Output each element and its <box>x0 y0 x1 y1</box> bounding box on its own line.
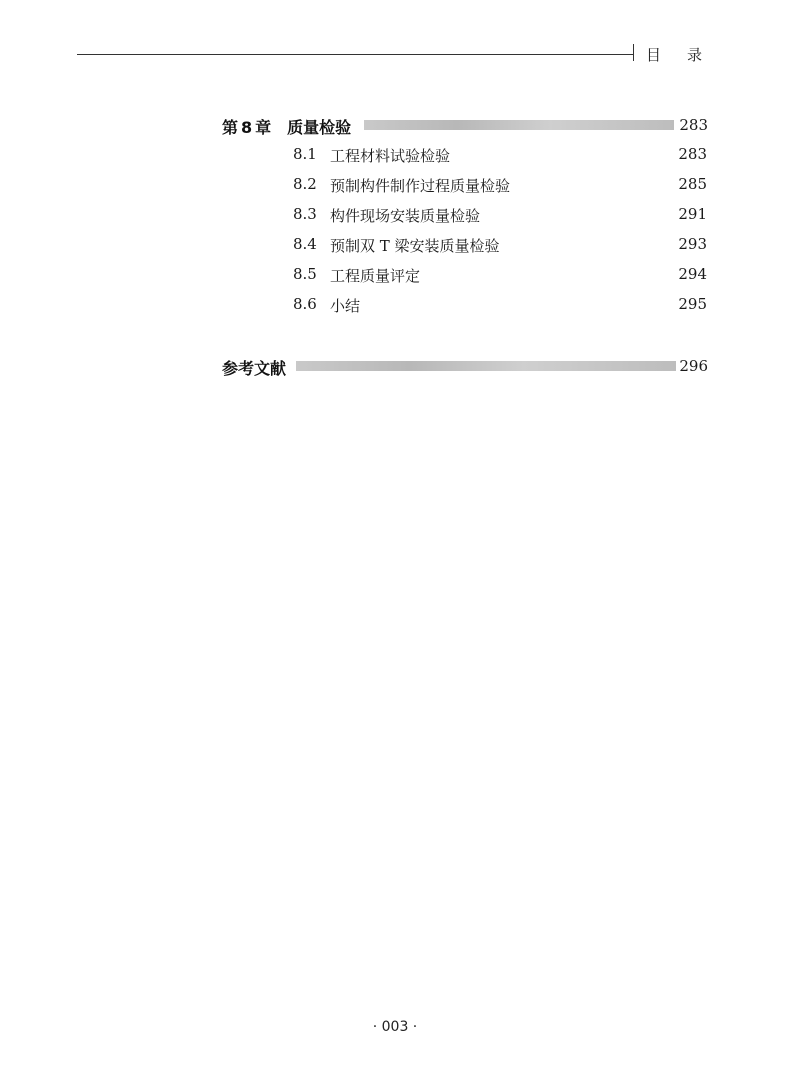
toc-chapter-entry[interactable] <box>222 113 708 137</box>
section-title: 小结 <box>330 297 361 315</box>
section-page-number: 293 <box>678 235 707 253</box>
section-page-number: 291 <box>678 205 707 223</box>
chapter-prefix: 第 <box>222 118 239 137</box>
section-number: 8.3 <box>293 205 317 223</box>
toc-section-entry[interactable] <box>293 235 707 257</box>
references-title: 参考文献 <box>222 359 287 378</box>
chapter-page-number: 283 <box>679 116 708 134</box>
running-header-title: 目录 <box>646 46 729 64</box>
leader-bar <box>364 120 674 130</box>
toc-section-entry[interactable] <box>293 175 707 197</box>
section-page-number: 295 <box>678 295 707 313</box>
toc-references-entry[interactable] <box>222 354 708 378</box>
section-title: 工程质量评定 <box>330 267 421 285</box>
page-footer-number: · 003 · <box>372 1019 418 1035</box>
section-number: 8.1 <box>293 145 317 163</box>
section-title: 工程材料试验检验 <box>330 147 451 165</box>
toc-section-entry[interactable] <box>293 145 707 167</box>
section-number: 8.6 <box>293 295 317 313</box>
toc-section-entry[interactable] <box>293 205 707 227</box>
toc-section-entry[interactable] <box>293 295 707 317</box>
header-rule <box>77 54 633 55</box>
section-number: 8.2 <box>293 175 317 193</box>
section-title: 预制构件制作过程质量检验 <box>330 177 511 195</box>
toc-section-entry[interactable] <box>293 265 707 287</box>
section-number: 8.4 <box>293 235 317 253</box>
section-page-number: 283 <box>678 145 707 163</box>
leader-bar <box>296 361 676 371</box>
section-title: 预制双 T 梁安装质量检验 <box>330 237 500 255</box>
chapter-suffix: 章 <box>255 118 272 137</box>
references-page-number: 296 <box>679 357 708 375</box>
chapter-title: 质量检验 <box>287 118 352 137</box>
section-page-number: 294 <box>678 265 707 283</box>
chapter-label <box>222 115 351 138</box>
section-page-number: 285 <box>678 175 707 193</box>
section-title: 构件现场安装质量检验 <box>330 207 481 225</box>
header-divider <box>633 44 634 61</box>
section-number: 8.5 <box>293 265 317 283</box>
chapter-number: 8 <box>241 118 253 137</box>
